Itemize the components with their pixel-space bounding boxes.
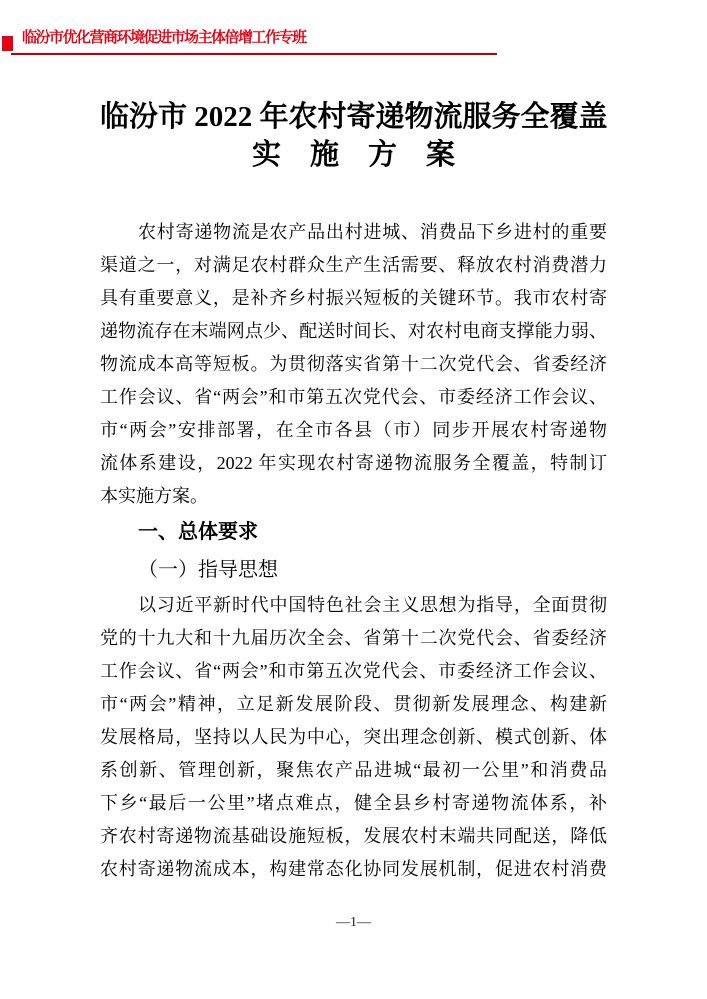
letterhead-rule bbox=[11, 53, 497, 55]
body-line: 具有重要意义，是补齐乡村振兴短板的关键环节。我市农村寄 bbox=[100, 288, 607, 308]
body-line: 市“两会”安排部署，在全市各县（市）同步开展农村寄递物 bbox=[100, 420, 607, 440]
body-line: 市“两会”精神，立足新发展阶段、贯彻新发展理念、构建新 bbox=[100, 694, 607, 714]
body-line: 本实施方案。 bbox=[100, 486, 208, 506]
document-title-line-1: 临汾市 2022 年农村寄递物流服务全覆盖 bbox=[100, 101, 608, 133]
body-line: 渠道之一，对满足农村群众生产生活需要、释放农村消费潜力 bbox=[100, 255, 607, 275]
body-line: 物流成本高等短板。为贯彻落实省第十二次党代会、省委经济 bbox=[100, 354, 607, 374]
section-sub-heading: （一）指导思想 bbox=[138, 559, 278, 581]
body-line: 农村寄递物流成本，构建常态化协同发展机制，促进农村消费 bbox=[100, 859, 607, 879]
section-heading: 一、总体要求 bbox=[138, 521, 258, 543]
body-line: 以习近平新时代中国特色社会主义思想为指导，全面贯彻 bbox=[138, 595, 607, 615]
body-line: 农村寄递物流是农产品出村进城、消费品下乡进村的重要 bbox=[138, 222, 607, 242]
body-line: 发展格局，坚持以人民为中心，突出理念创新、模式创新、体 bbox=[100, 727, 607, 747]
document-body bbox=[100, 216, 607, 886]
document-title bbox=[100, 98, 607, 174]
red-square-icon bbox=[2, 36, 13, 51]
body-line: 党的十九大和十九届历次全会、省第十二次党代会、省委经济 bbox=[100, 628, 607, 648]
body-line: 工作会议、省“两会”和市第五次党代会、市委经济工作会议、 bbox=[100, 387, 607, 407]
page-number: —1— bbox=[336, 915, 371, 930]
document-title-line-2: 实 施 方 案 bbox=[251, 139, 455, 171]
body-line: 递物流存在末端网点少、配送时间长、对农村电商支撑能力弱、 bbox=[100, 321, 607, 341]
letterhead-banner: 临汾市优化营商环境促进市场主体倍增工作专班 bbox=[22, 29, 306, 46]
body-line: 齐农村寄递物流基础设施短板，发展农村末端共同配送，降低 bbox=[100, 826, 607, 846]
body-line: 下乡“最后一公里”堵点难点，健全县乡村寄递物流体系，补 bbox=[100, 793, 607, 813]
body-line: 流体系建设，2022 年实现农村寄递物流服务全覆盖，特制订 bbox=[100, 453, 607, 473]
body-line: 系创新、管理创新，聚焦农产品进城“最初一公里”和消费品 bbox=[100, 760, 607, 780]
body-line: 工作会议、省“两会”和市第五次党代会、市委经济工作会议、 bbox=[100, 661, 607, 681]
